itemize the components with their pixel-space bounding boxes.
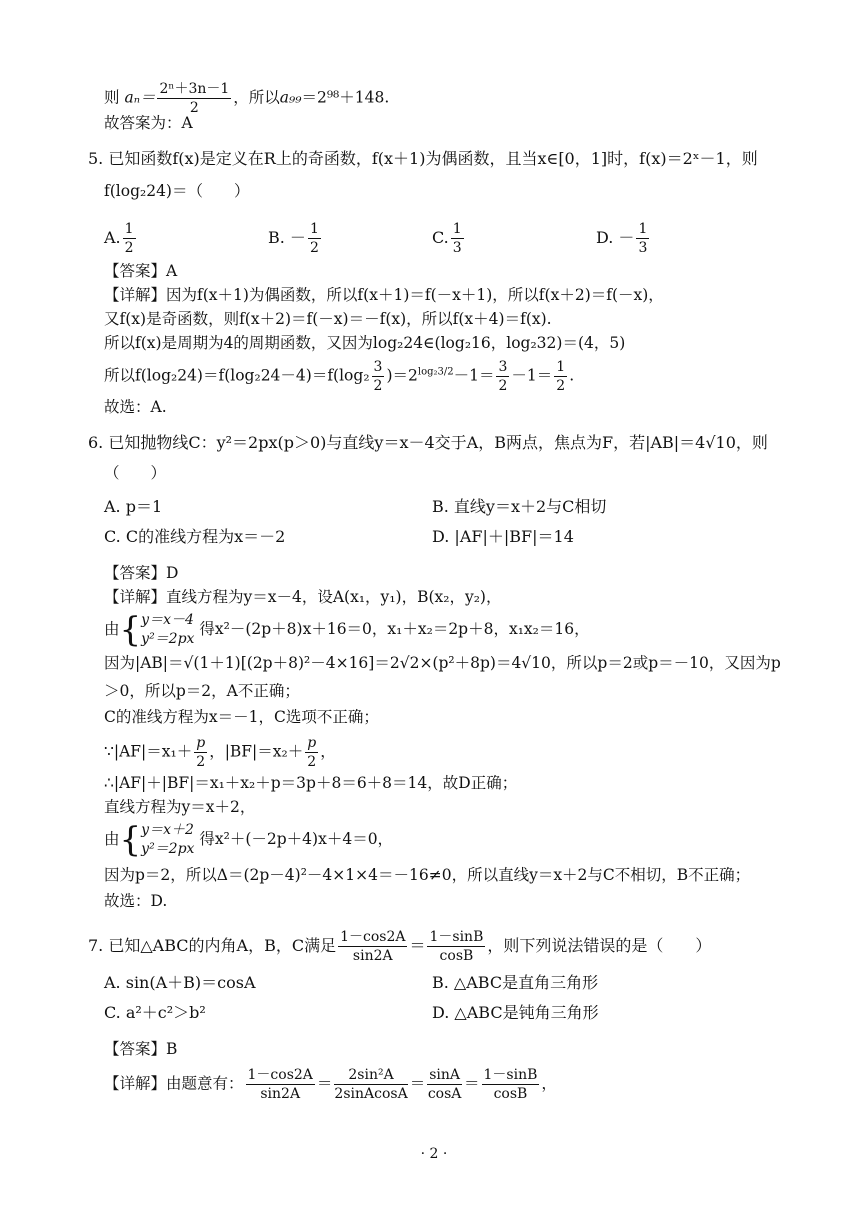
numerator: 1 <box>452 221 462 237</box>
text: 则 <box>104 88 120 107</box>
denominator: 2 <box>307 754 317 770</box>
q5-detail-1: 【详解】因为f(x＋1)为偶函数，所以f(x＋1)＝f(－x＋1)，所以f(x＋2)＝f(－x)， <box>104 286 664 304</box>
text: ， <box>541 1074 557 1093</box>
q5-option-d <box>596 220 651 257</box>
equation: y＝x＋2 <box>141 822 194 838</box>
fraction <box>308 220 321 257</box>
text: ∵|AF|＝x₁＋ <box>104 742 193 761</box>
q7-option-b: B. △ABC是直角三角形 <box>432 973 599 992</box>
fraction <box>123 220 136 257</box>
denominator: 2 <box>498 378 508 394</box>
question-5-stem-2: f(log₂24)＝（ ） <box>104 182 250 200</box>
numerator: 1 <box>124 221 134 237</box>
denominator: 2 <box>124 240 134 256</box>
equation: y²＝2px <box>141 841 195 857</box>
numerator: 1－sinB <box>429 929 484 945</box>
numerator: 1－cos2A <box>247 1067 313 1083</box>
q6-option-d: D. |AF|＋|BF|＝14 <box>432 527 574 546</box>
text: 由 <box>104 830 120 848</box>
fraction <box>338 928 407 965</box>
q6-detail-10: 因为p＝2，所以Δ＝(2p－4)²－4×1×4＝－16≠0，所以直线y＝x＋2与C不相切，B不正确； <box>104 866 751 884</box>
numerator: 2sin²A <box>334 1066 407 1085</box>
exponent: log₂3/2 <box>417 366 454 378</box>
text: 得x²＋(－2p＋4)x＋4＝0， <box>199 830 394 848</box>
question-6-stem-2: （ ） <box>104 464 167 482</box>
text: ，|BF|＝x₂＋ <box>209 742 304 761</box>
q7-option-a: A. sin(A＋B)＝cosA <box>104 973 256 992</box>
q6-detail-7: ∴|AF|＋|BF|＝x₁＋x₂＋p＝3p＋8＝6＋8＝14，故D正确； <box>104 774 518 792</box>
text: －1＝ <box>511 366 553 385</box>
math-an: aₙ＝ <box>124 88 156 107</box>
fraction <box>427 1066 462 1103</box>
q5-option-b <box>268 220 323 257</box>
denominator: 3 <box>452 240 462 256</box>
numerator: 3 <box>373 359 383 375</box>
denominator: cosB <box>493 1086 528 1102</box>
q5-detail-4: 所以f(log₂24)＝f(log₂24－4)＝f(log₂ $\frac{3}{2}$ )$=2^{log_23/2}-1=$ $\frac{3}{2}$ －1＝ $\frac{1}{2}$ . <box>104 359 575 394</box>
text: －1＝ <box>453 366 495 385</box>
fraction <box>451 220 464 257</box>
denominator: sin2A <box>260 1086 301 1102</box>
text: B. － <box>268 228 306 247</box>
q5-detail-3: 所以f(x)是周期为4的周期函数，又因为log₂24∈(log₂16，log₂32)＝(4，5) <box>104 334 626 352</box>
q7-detail-1 <box>104 1066 557 1103</box>
q6-answer: 【答案】D <box>104 564 179 582</box>
q6-detail-9 <box>104 820 393 864</box>
text: ＝ <box>316 1074 333 1093</box>
numerator: sinA <box>429 1067 460 1083</box>
page-number: · 2 · <box>420 1146 448 1162</box>
denominator: cosB <box>439 948 474 964</box>
fraction <box>246 1066 315 1103</box>
denominator: cosA <box>427 1086 462 1102</box>
numerator: 2ⁿ＋3n－1 <box>159 81 230 97</box>
q6-option-b: B. 直线y＝x＋2与C相切 <box>432 497 607 516</box>
prev-answer: 故答案为：A <box>104 114 193 132</box>
text: 【详解】由题意有： <box>104 1074 244 1093</box>
fraction <box>194 734 207 771</box>
text: ，则下列说法错误的是（ ） <box>487 936 712 955</box>
brace: { <box>119 610 142 650</box>
text: 已知抛物线C：y²＝2px(p＞0)与直线y＝x－4交于A，B两点，焦点为F，若|AB|＝4√10，则 <box>108 433 768 452</box>
equation-system <box>141 821 194 859</box>
q5-detail-2: 又f(x)是奇函数，则f(x＋2)＝f(－x)＝－f(x)，所以f(x＋4)＝f(x). <box>104 310 552 328</box>
text: 得x²－(2p＋8)x＋16＝0，x₁＋x₂＝2p＋8，x₁x₂＝16， <box>199 620 590 638</box>
fraction <box>427 928 485 965</box>
numerator: 1 <box>638 221 648 237</box>
q6-detail-1: 【详解】直线方程为y＝x－4，设A(x₁，y₁)，B(x₂，y₂)， <box>104 588 502 606</box>
denominator: sin2A <box>352 948 393 964</box>
fraction <box>496 358 509 395</box>
fraction <box>554 358 567 395</box>
denominator: 2 <box>373 378 383 394</box>
question-5-stem <box>88 148 758 170</box>
numerator: p <box>196 735 206 751</box>
equation: y＝x－4 <box>141 612 194 628</box>
q7-answer: 【答案】B <box>104 1040 178 1058</box>
text: ＝ <box>464 1074 480 1093</box>
q6-option-a: A. p＝1 <box>104 497 163 516</box>
denominator: 3 <box>638 240 648 256</box>
q6-detail-8: 直线方程为y＝x＋2， <box>104 798 256 816</box>
numerator: 1 <box>309 221 319 237</box>
numerator: 3 <box>498 359 508 375</box>
fraction <box>482 1066 540 1103</box>
text: ＝ <box>409 1074 426 1093</box>
q6-detail-5: C的准线方程为x＝－1，C选项不正确； <box>104 708 379 726</box>
equation-system <box>141 611 194 649</box>
text: D. － <box>596 228 635 247</box>
q6-option-c: C. C的准线方程为x＝－2 <box>104 527 286 546</box>
brace: { <box>119 820 142 860</box>
q6-detail-11: 故选：D. <box>104 892 168 910</box>
q6-detail-2 <box>104 610 590 654</box>
fraction <box>334 1066 407 1103</box>
q6-detail-6 <box>104 734 336 771</box>
denominator: 2 <box>189 100 199 116</box>
text: 由 <box>104 620 120 638</box>
fraction <box>372 358 385 395</box>
text: ＝2⁹⁸＋148. <box>301 88 390 107</box>
text: 已知△ABC的内角A，B，C满足 <box>108 936 337 955</box>
denominator: 2 <box>196 754 206 770</box>
text: ， <box>320 742 336 761</box>
text: A. <box>104 228 121 247</box>
numerator: 1 <box>556 359 566 375</box>
text: 所以f(log₂24)＝f(log₂24－4)＝f(log₂ <box>104 366 370 385</box>
numerator: 1－sinB <box>483 1067 538 1083</box>
question-number: 6. <box>88 433 104 452</box>
q7-option-c: C. a²＋c²＞b² <box>104 1003 206 1022</box>
q5-option-c <box>432 220 466 257</box>
q5-answer: 【答案】A <box>104 262 178 280</box>
text: ，所以 <box>233 88 280 107</box>
q5-detail-5: 故选：A. <box>104 398 167 416</box>
text: )＝2 <box>386 366 418 385</box>
q5-option-a <box>104 220 138 257</box>
question-number: 5. <box>88 149 104 168</box>
q6-detail-3: 因为|AB|＝√(1＋1)[(2p＋8)²－4×16]＝2√2×(p²＋8p)＝4√10，所以p＝2或p＝－10，又因为p <box>104 654 781 672</box>
numerator: p <box>307 735 317 751</box>
question-number: 7. <box>88 936 104 955</box>
math-a99: a₉₉ <box>279 88 302 107</box>
q6-detail-4: ＞0，所以p＝2，A不正确； <box>104 682 300 700</box>
text: 已知函数f(x)是定义在R上的奇函数，f(x＋1)为偶函数，且当x∈[0，1]时，f(x)＝2ˣ－1，则 <box>108 149 758 168</box>
fraction <box>636 220 649 257</box>
q7-option-d: D. △ABC是钝角三角形 <box>432 1003 599 1022</box>
text: ＝ <box>409 936 426 955</box>
denominator: 2sinAcosA <box>334 1086 408 1102</box>
numerator: 1－cos2A <box>340 929 406 945</box>
text: C. <box>432 228 449 247</box>
denominator: 2 <box>556 378 566 394</box>
question-7-stem <box>88 928 711 965</box>
fraction <box>305 734 318 771</box>
question-6-stem <box>88 432 768 454</box>
denominator: 2 <box>309 240 319 256</box>
equation: y²＝2px <box>141 631 195 647</box>
